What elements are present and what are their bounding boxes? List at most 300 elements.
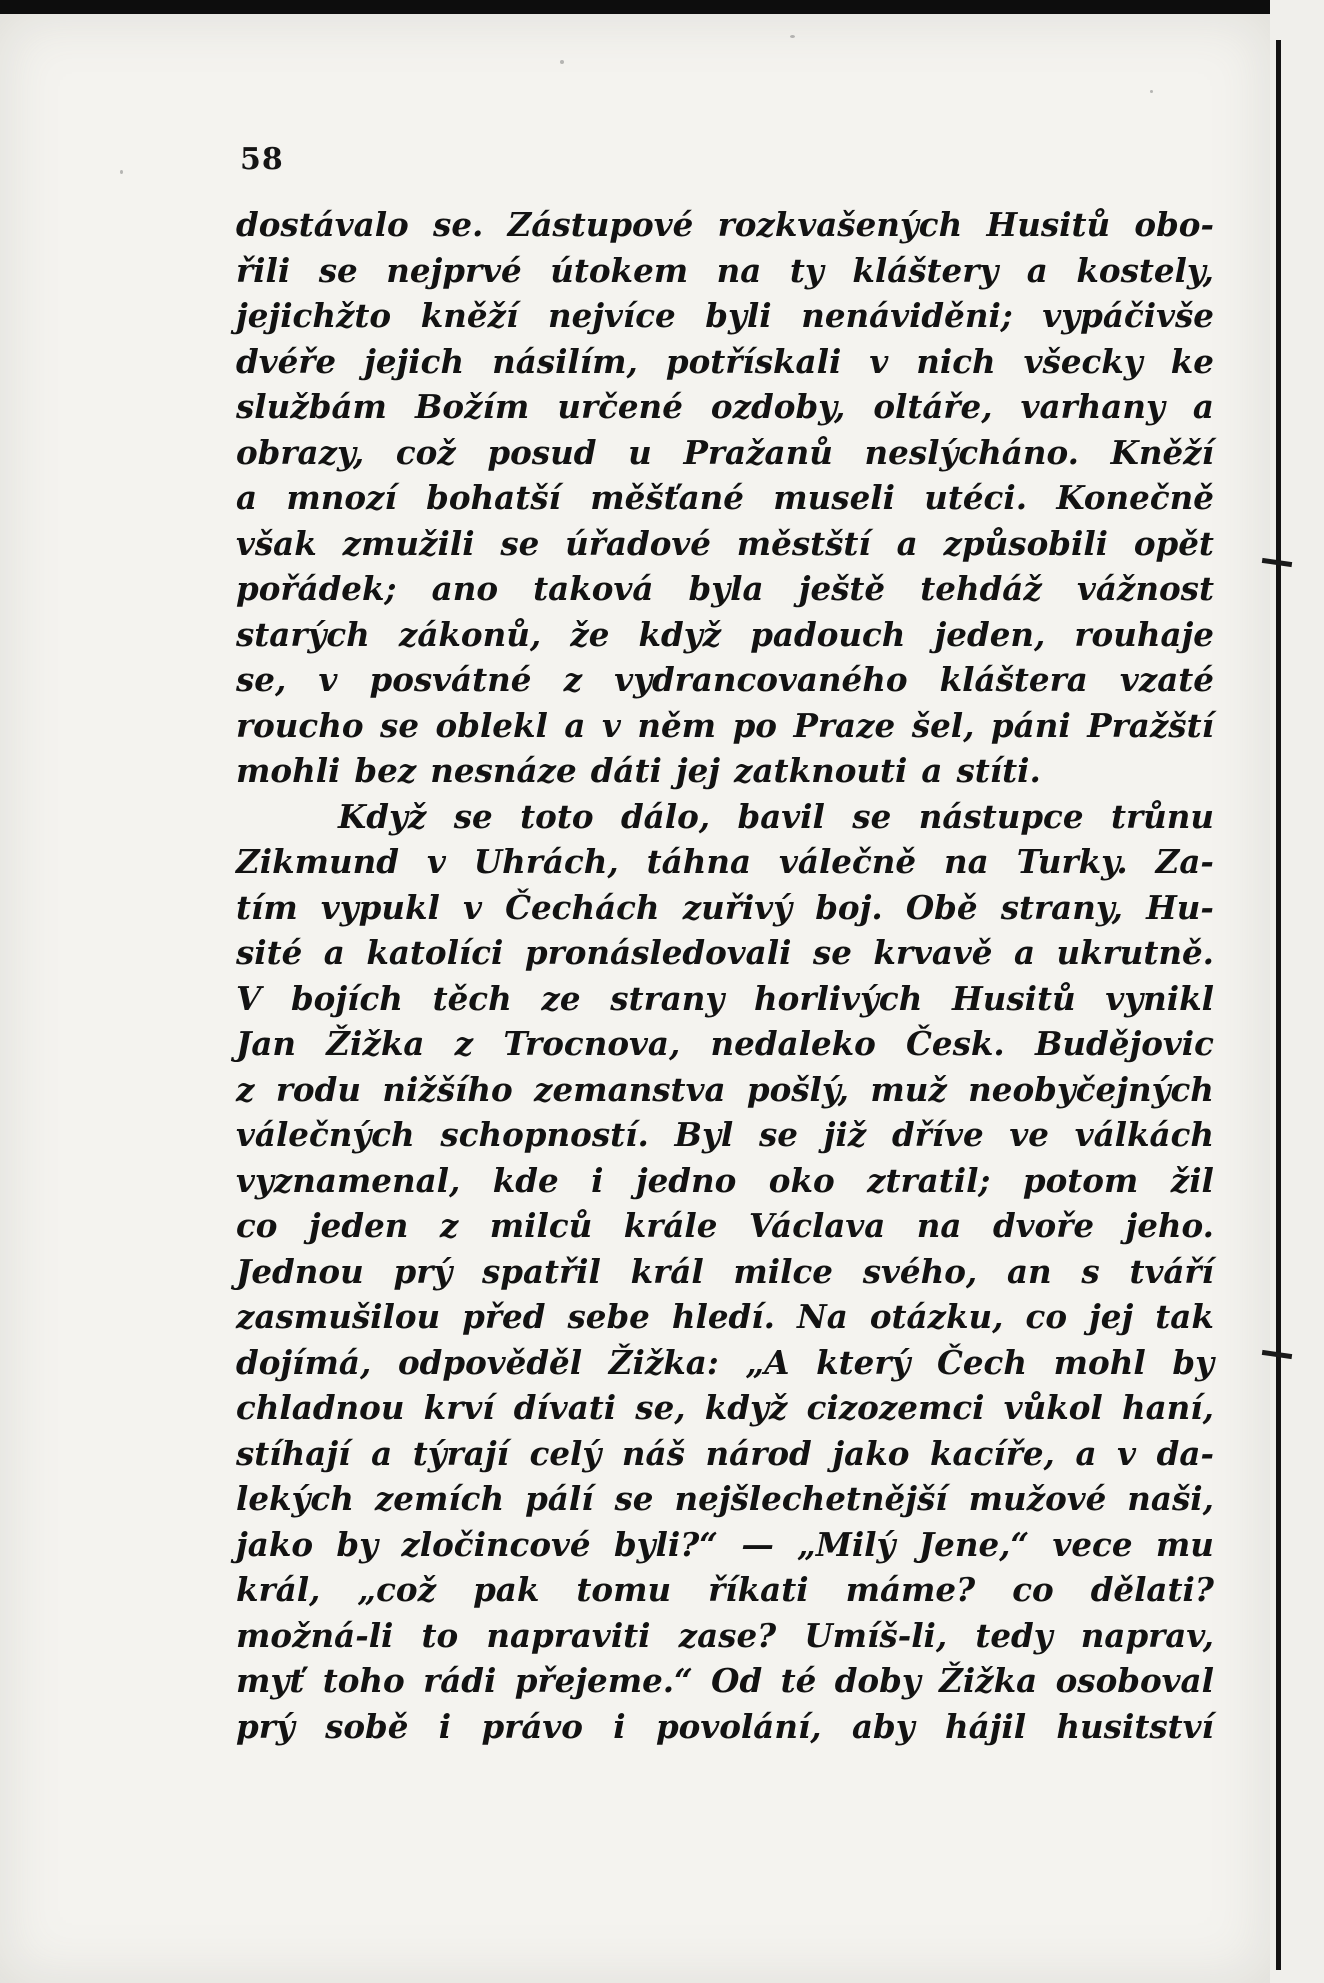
word: již (823, 1115, 867, 1154)
word: po (732, 705, 777, 745)
word: Žižka: (608, 1342, 719, 1382)
word: a (564, 705, 586, 745)
word: dívati (513, 1388, 617, 1427)
binding-edge-line (1276, 40, 1281, 1970)
word: tváří (1129, 1251, 1214, 1291)
word: zasmušilou (236, 1297, 441, 1336)
word: roucho (236, 705, 364, 745)
word: tak (1155, 1297, 1214, 1336)
word: Byl (674, 1115, 734, 1154)
word: Od (711, 1661, 763, 1700)
word: se (852, 796, 892, 836)
word: dostávalo (236, 205, 409, 244)
word: ty (789, 250, 824, 290)
word: Pražští (1087, 705, 1214, 745)
word: se (812, 933, 852, 972)
word: Když (338, 796, 427, 836)
word: husitství (1056, 1706, 1214, 1746)
word: horlivých (754, 978, 923, 1018)
word: se (318, 250, 358, 290)
word: ze (541, 978, 581, 1018)
word: ještě (798, 569, 886, 608)
word: Hu- (1146, 887, 1214, 927)
word: mohl (1053, 1342, 1146, 1382)
word: krví (423, 1388, 495, 1427)
text-line (236, 566, 1214, 612)
word: v (1117, 1433, 1137, 1473)
word: mu (1155, 1524, 1214, 1564)
word: obo- (1134, 205, 1214, 244)
text-line (236, 703, 1214, 749)
word: nenáviděni; (801, 296, 1013, 335)
word: se, (236, 660, 287, 699)
word: Jednou (236, 1251, 364, 1291)
word: pošlý, (746, 1069, 849, 1109)
word: pak (473, 1570, 540, 1609)
word: válečných (236, 1115, 415, 1154)
word: těch (432, 978, 512, 1018)
word: vece (1052, 1524, 1133, 1564)
word: v (426, 842, 446, 881)
word: byla (688, 569, 764, 608)
word: ukrutně. (1056, 933, 1214, 972)
word: co (1012, 1570, 1054, 1609)
word: a (1013, 933, 1035, 972)
word: a (921, 751, 943, 790)
word: nástupce (918, 796, 1084, 836)
word: a (323, 933, 345, 972)
word: válkách (1074, 1115, 1214, 1154)
word: mužové (968, 1479, 1107, 1518)
word: na (716, 250, 762, 290)
text-line (236, 930, 1214, 976)
word: týrají (412, 1433, 509, 1473)
word: zuřivý (682, 887, 793, 927)
word: zase? (678, 1615, 777, 1655)
word: tomu (576, 1570, 672, 1609)
word: by (1172, 1342, 1214, 1382)
word: a (1075, 1433, 1097, 1473)
word: Praze (793, 705, 896, 745)
text-line (236, 1658, 1214, 1704)
word: jej (1089, 1297, 1134, 1336)
word: schopností. (440, 1115, 649, 1154)
word: zatknouti (734, 751, 908, 790)
word: potom (1022, 1160, 1139, 1200)
word: způsobili (943, 523, 1109, 563)
word: z (563, 660, 583, 699)
word: haní, (1121, 1388, 1214, 1427)
word: neobyčejných (968, 1069, 1214, 1109)
text-line (236, 1476, 1214, 1522)
word: — (741, 1524, 774, 1564)
word: krále (623, 1206, 718, 1245)
word: právo (481, 1706, 583, 1746)
word: to (421, 1615, 459, 1655)
word: dojímá, (236, 1342, 372, 1382)
word: doby (834, 1661, 921, 1700)
word: bohatší (426, 478, 561, 517)
word: jeden (308, 1206, 409, 1245)
word: kde (492, 1160, 559, 1200)
word: se (614, 1479, 654, 1518)
text-line (236, 1249, 1214, 1295)
word: cizozemci (806, 1388, 985, 1427)
word: přejeme.“ (514, 1661, 693, 1700)
word: Za- (1155, 842, 1214, 881)
word: milců (489, 1206, 593, 1245)
word: trůnu (1110, 796, 1214, 836)
paragraph (236, 202, 1214, 794)
word: zákonů, (398, 614, 542, 654)
word: zločincové (401, 1524, 591, 1564)
text-line (236, 293, 1214, 339)
word: prý (236, 1706, 295, 1746)
word: jeden, (934, 614, 1046, 654)
word: mnozí (286, 478, 397, 517)
text-line (236, 1021, 1214, 1067)
word: oltáře, (873, 387, 993, 426)
word: u (628, 432, 652, 472)
page-number: 58 (240, 142, 284, 177)
word: jako (236, 1524, 314, 1564)
word: toho (322, 1661, 405, 1700)
word: strany, (1000, 887, 1123, 927)
text-line (236, 748, 1214, 794)
word: celý (529, 1433, 602, 1473)
text-line (236, 248, 1214, 294)
word: útokem (550, 250, 689, 290)
word: i (591, 1160, 604, 1200)
word: kacíře, (930, 1433, 1055, 1473)
word: Václava (748, 1206, 886, 1245)
word: řili (236, 250, 291, 290)
word: máme? (845, 1570, 976, 1609)
word: mohli (236, 751, 341, 790)
word: dálo, (620, 796, 711, 836)
text-line (236, 885, 1214, 931)
text-line (236, 1431, 1214, 1477)
word: té (780, 1661, 817, 1700)
word: něm (637, 705, 717, 745)
word: by (336, 1524, 378, 1564)
word: jejich (364, 341, 465, 381)
text-line (236, 1203, 1214, 1249)
word: varhany (1020, 387, 1165, 426)
word: a (896, 523, 918, 563)
word: Žižka (939, 1661, 1038, 1700)
word: taková (533, 569, 654, 608)
word: aby (851, 1706, 915, 1746)
word: táhna (646, 842, 752, 881)
word: posvátné (369, 660, 532, 699)
word: tedy (975, 1615, 1053, 1655)
word: milce (733, 1251, 833, 1291)
word: a (371, 1433, 393, 1473)
word: oblekl (435, 705, 548, 745)
word: prý (393, 1251, 453, 1291)
word: Trocnova, (503, 1024, 681, 1063)
word: otázku, (869, 1297, 1004, 1336)
word: vážnost (1076, 569, 1214, 608)
word: nejprvé (386, 250, 522, 290)
word: posud (487, 432, 597, 472)
word: Na (797, 1297, 848, 1336)
word: pálí (525, 1479, 594, 1518)
word: V (236, 978, 262, 1018)
word: Pražanů (683, 432, 833, 472)
word: páni (990, 705, 1071, 745)
word: Uhrách, (473, 842, 619, 881)
word: nich (916, 341, 996, 381)
word: obrazy, (236, 432, 365, 472)
word: se (453, 796, 493, 836)
word: všecky (1023, 341, 1143, 381)
word: Turky. (1016, 842, 1128, 881)
word: kláštery (852, 250, 999, 290)
word: dělati? (1090, 1570, 1214, 1609)
word: da- (1156, 1433, 1214, 1473)
word: zemanstva (534, 1069, 726, 1109)
word: Umíš-li, (804, 1615, 948, 1655)
word: naprav, (1080, 1615, 1214, 1655)
word: Zikmund (236, 842, 399, 881)
text-line (236, 1613, 1214, 1659)
word: ozdoby, (710, 387, 846, 426)
word: službám (236, 387, 387, 426)
text-line (236, 794, 1214, 840)
word: s (1081, 1251, 1100, 1291)
word: což (395, 432, 456, 472)
text-line (236, 202, 1214, 248)
word: a (236, 478, 258, 517)
text-line (236, 1522, 1214, 1568)
word: kněží (420, 296, 519, 335)
word: jeho. (1125, 1206, 1214, 1245)
word: vzaté (1119, 660, 1214, 699)
word: určené (557, 387, 683, 426)
word: co (236, 1206, 278, 1245)
word: před (462, 1297, 546, 1336)
word: rádi (423, 1661, 497, 1700)
word: jejichžto (236, 296, 392, 335)
word: dříve (891, 1115, 984, 1154)
word: se. (433, 205, 484, 244)
word: toto (520, 796, 594, 836)
word: násilím, (492, 341, 638, 381)
word: krvavě (873, 933, 993, 972)
word: se, (635, 1388, 686, 1427)
word: dáti (590, 751, 662, 790)
text-line (236, 1294, 1214, 1340)
word: myť (236, 1661, 305, 1700)
word: katolíci (366, 933, 504, 972)
word: museli (773, 478, 895, 517)
word: se (380, 705, 420, 745)
word: nižšího (382, 1069, 513, 1109)
text-line (236, 1567, 1214, 1613)
word: kláštera (939, 660, 1088, 699)
word: tím (236, 887, 298, 927)
word: vůkol (1003, 1388, 1103, 1427)
word: „A (745, 1342, 790, 1382)
word: stíhají (236, 1433, 351, 1473)
word: rodu (275, 1069, 361, 1109)
word: Jene,“ (918, 1524, 1030, 1564)
word: v (463, 887, 482, 927)
word: opět (1133, 523, 1214, 563)
word: osoboval (1055, 1661, 1214, 1700)
word: když (638, 614, 722, 654)
word: spatřil (481, 1251, 601, 1291)
word: vydrancovaného (614, 660, 908, 699)
word: a (1026, 250, 1048, 290)
word: úřadové (565, 523, 711, 563)
word: bavil (737, 796, 825, 836)
word: jej (675, 751, 721, 790)
word: ve (1009, 1115, 1049, 1154)
word: i (438, 1706, 452, 1746)
page-text (236, 202, 1214, 1749)
word: povolání, (655, 1706, 822, 1746)
word: v (318, 660, 338, 699)
word: Husitů (986, 205, 1111, 244)
paper-speck (120, 170, 123, 174)
word: i (613, 1706, 626, 1746)
text-line (236, 1704, 1214, 1750)
word: z (454, 1024, 474, 1063)
word: rouhaje (1074, 614, 1214, 654)
paragraph (236, 794, 1214, 1750)
text-line (236, 430, 1214, 476)
text-line (236, 976, 1214, 1022)
word: Žižka (326, 1024, 425, 1063)
word: nejvíce (547, 296, 676, 335)
word: pronásledovali (524, 933, 792, 972)
word: chladnou (236, 1388, 405, 1427)
word: žil (1170, 1160, 1214, 1200)
paper-speck (790, 35, 795, 38)
word: šel, (911, 705, 975, 745)
word: vyznamenal, (236, 1160, 461, 1200)
word: jako (832, 1433, 910, 1473)
word: naši, (1127, 1479, 1214, 1518)
word: se (500, 523, 540, 563)
word: napraviti (486, 1615, 651, 1655)
word: z (236, 1069, 255, 1109)
word: „Milý (797, 1524, 896, 1564)
word: byli?“ (613, 1524, 718, 1564)
word: Zástupové (507, 205, 694, 244)
word: na (944, 842, 989, 881)
word: válečně (779, 842, 917, 881)
text-line (236, 1158, 1214, 1204)
word: náš (621, 1433, 685, 1473)
text-line (236, 1112, 1214, 1158)
word: ztratil; (867, 1160, 991, 1200)
word: strany (610, 978, 725, 1018)
word: který (816, 1342, 911, 1382)
word: jedno (635, 1160, 737, 1200)
word: bez (354, 751, 417, 790)
text-line (236, 384, 1214, 430)
word: nesnáze (430, 751, 577, 790)
word: bojích (290, 978, 403, 1018)
word: městští (736, 523, 871, 563)
word: nejšlechetnější (674, 1479, 948, 1518)
word: v (869, 341, 889, 381)
word: odpověděl (397, 1342, 583, 1382)
word: starých (236, 614, 370, 654)
word: stíti. (956, 751, 1041, 790)
word: Kněží (1110, 432, 1214, 472)
word: král, (236, 1570, 321, 1609)
word: zmužili (342, 523, 475, 563)
text-line (236, 657, 1214, 703)
word: hájil (944, 1706, 1027, 1746)
word: boj. (815, 887, 883, 927)
word: vynikl (1105, 978, 1214, 1018)
word: an (1006, 1251, 1052, 1291)
word: sobě (325, 1706, 409, 1746)
word: v (601, 705, 621, 745)
word: Čech (937, 1342, 1027, 1382)
word: měšťané (590, 478, 744, 517)
word: vypukl (320, 887, 440, 927)
word: byli (705, 296, 772, 335)
word: však (236, 523, 317, 563)
word: dvéře (236, 341, 337, 381)
word: na (916, 1206, 962, 1245)
word: národ (705, 1433, 812, 1473)
text-line (236, 1385, 1214, 1431)
word: sebe (567, 1297, 650, 1336)
word: rozkvašených (717, 205, 963, 244)
word: svého, (862, 1251, 978, 1291)
word: možná-li (236, 1615, 394, 1655)
word: oko (768, 1160, 835, 1200)
word: padouch (750, 614, 906, 654)
word: hledí. (671, 1297, 775, 1336)
word: sité (236, 933, 303, 972)
word: Jan (236, 1024, 297, 1063)
word: Konečně (1056, 478, 1214, 517)
word: lekých (236, 1479, 354, 1518)
paper-speck (560, 60, 564, 64)
word: a (1192, 387, 1214, 426)
text-line (236, 839, 1214, 885)
word: ano (431, 569, 499, 608)
word: se (758, 1115, 798, 1154)
word: co (1025, 1297, 1067, 1336)
word: když (704, 1388, 788, 1427)
word: kostely, (1076, 250, 1214, 290)
word: nedaleko (710, 1024, 876, 1063)
text-line (236, 339, 1214, 385)
word: Budějovic (1034, 1024, 1214, 1063)
word: tehdáž (920, 569, 1042, 608)
word: Čechách (505, 887, 660, 927)
word: zemích (374, 1479, 505, 1518)
word: že (570, 614, 610, 654)
word: ke (1170, 341, 1214, 381)
word: muž (870, 1069, 947, 1109)
word: Husitů (952, 978, 1076, 1018)
word: říkati (708, 1570, 809, 1609)
word: Obě (905, 887, 978, 927)
word: vypáčivše (1042, 296, 1214, 335)
word: utéci. (924, 478, 1028, 517)
